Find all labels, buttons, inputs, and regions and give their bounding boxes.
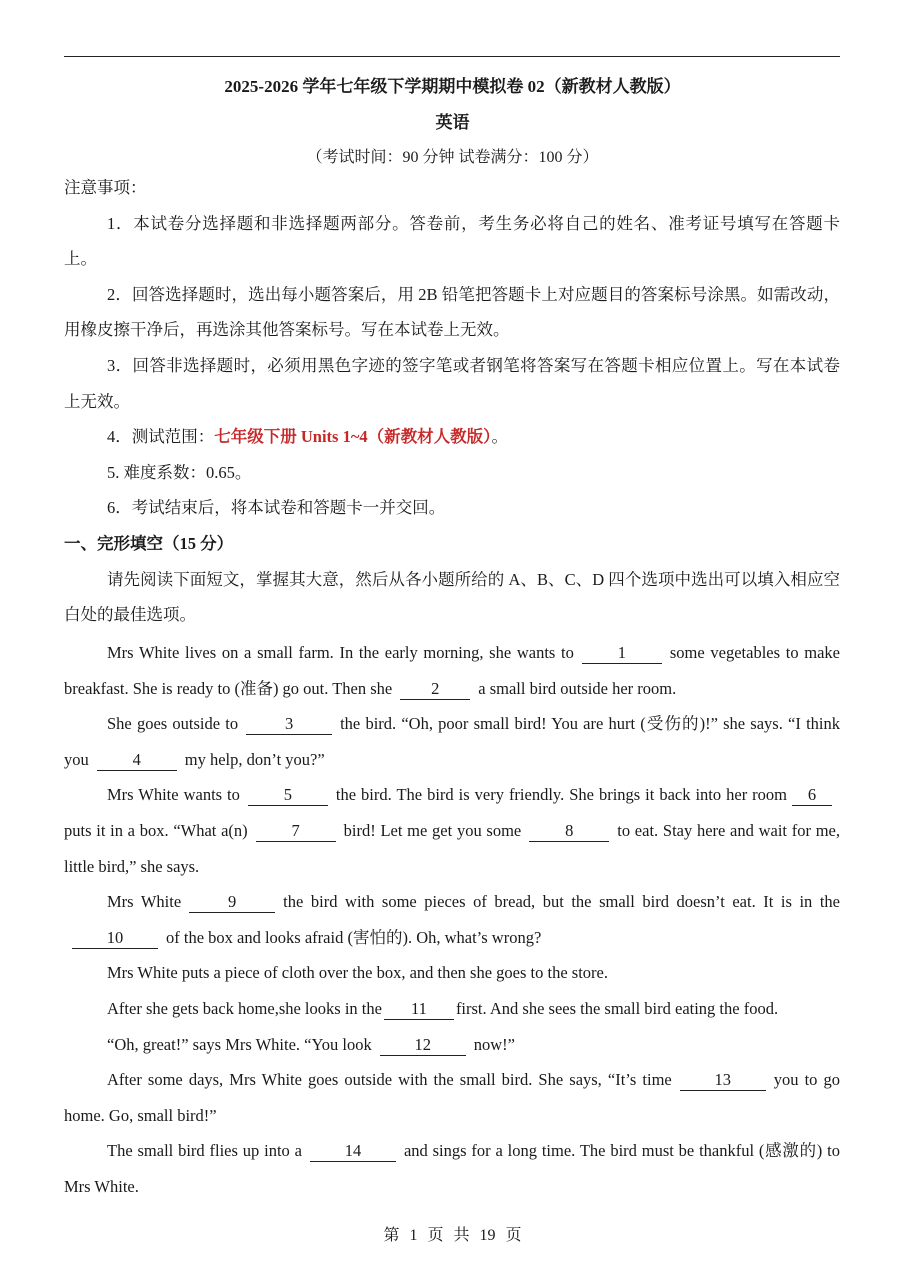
story-paragraph: Mrs White puts a piece of cloth over the box, and then she goes to the store. bbox=[107, 963, 608, 983]
blank-5: 5 bbox=[248, 785, 328, 806]
note-item-4 bbox=[64, 419, 840, 455]
story-text: After she gets back home,she looks in the bbox=[107, 998, 382, 1018]
story-text: “Oh, great!” says Mrs White. “You look bbox=[107, 1034, 372, 1054]
story-text: Mrs White bbox=[107, 892, 182, 912]
note-item-4-suffix: 。 bbox=[491, 427, 508, 447]
exam-time-info: （考试时间：90 分钟 试卷满分：100 分） bbox=[306, 149, 599, 166]
blank-14: 14 bbox=[310, 1141, 396, 1162]
story-paragraph bbox=[64, 991, 840, 1027]
story-text: She goes outside to bbox=[107, 714, 239, 734]
story-text: The small bird flies up into a bbox=[107, 1141, 302, 1161]
blank-9: 9 bbox=[189, 892, 275, 913]
story-text: bird! Let me get you some bbox=[343, 820, 522, 840]
blank-8: 8 bbox=[529, 821, 609, 842]
story-text: After some days, Mrs White goes outside with the small bird. She says, “It’s time bbox=[107, 1070, 672, 1090]
blank-13: 13 bbox=[680, 1070, 766, 1091]
note-item-5: 5. 难度系数：0.65。 bbox=[107, 462, 252, 482]
story-paragraph bbox=[64, 706, 840, 777]
subject-title: 英语 bbox=[435, 113, 470, 132]
story-paragraph bbox=[64, 1133, 840, 1204]
notes-heading: 注意事项： bbox=[64, 178, 147, 197]
blank-3: 3 bbox=[246, 714, 332, 735]
story-text: my help, don’t you?” bbox=[184, 749, 325, 769]
story-text: the bird. “Oh, poor small bird! You are hurt (受伤的)!” she says. “I think you bbox=[64, 714, 840, 769]
blank-4: 4 bbox=[97, 750, 177, 771]
story-text: now!” bbox=[473, 1034, 515, 1054]
page-number: 1 bbox=[409, 1227, 418, 1244]
story-text: puts it in a box. “What a(n) bbox=[64, 820, 248, 840]
blank-12: 12 bbox=[380, 1035, 466, 1056]
total-pages: 19 bbox=[479, 1227, 496, 1244]
footer-text: 共 bbox=[453, 1227, 470, 1244]
blank-10: 10 bbox=[72, 928, 158, 949]
test-scope-highlight: 七年级下册 Units 1~4（新教材人教版） bbox=[214, 427, 492, 447]
cloze-passage bbox=[64, 635, 840, 1205]
story-text: first. And she sees the small bird eating the food. bbox=[455, 998, 779, 1018]
story-paragraph bbox=[64, 1027, 840, 1063]
footer-text: 第 bbox=[383, 1227, 400, 1244]
page-footer bbox=[0, 1222, 905, 1245]
story-text: Mrs White wants to bbox=[107, 785, 240, 805]
footer-text: 页 bbox=[505, 1227, 522, 1244]
note-item-1: 1．本试卷分选择题和非选择题两部分。答卷前，考生务必将自己的姓名、准考证号填写在答题卡上。 bbox=[64, 213, 840, 269]
blank-7: 7 bbox=[256, 821, 336, 842]
blank-1: 1 bbox=[582, 643, 662, 664]
story-text: the bird with some pieces of bread, but the small bird doesn’t eat. It is in the bbox=[283, 892, 840, 912]
note-item-3: 3．回答非选择题时，必须用黑色字迹的签字笔或者钢笔将答案写在答题卡相应位置上。写在本试卷上无效。 bbox=[64, 355, 840, 411]
story-paragraph bbox=[64, 884, 840, 955]
exam-title: 2025-2026 学年七年级下学期期中模拟卷 02（新教材人教版） bbox=[224, 77, 681, 96]
story-text: a small bird outside her room. bbox=[478, 678, 677, 698]
story-paragraph bbox=[64, 1062, 840, 1133]
note-item-6: 6．考试结束后，将本试卷和答题卡一并交回。 bbox=[107, 498, 446, 518]
blank-6: 6 bbox=[792, 785, 832, 806]
section-1-instructions: 请先阅读下面短文，掌握其大意，然后从各小题所给的 A、B、C、D 四个选项中选出可以填入相应空白处的最佳选项。 bbox=[64, 569, 840, 625]
blank-2: 2 bbox=[400, 679, 470, 700]
story-text: to eat. Stay here and wait for me, little bird,” she says. bbox=[64, 820, 840, 876]
footer-text: 页 bbox=[427, 1227, 444, 1244]
story-text: of the box and looks afraid (害怕的). Oh, what’s wrong? bbox=[166, 927, 542, 947]
note-item-4-prefix: 4．测试范围： bbox=[107, 427, 215, 447]
story-paragraph bbox=[64, 777, 840, 884]
story-text: Mrs White lives on a small farm. In the early morning, she wants to bbox=[107, 643, 574, 662]
top-rule bbox=[64, 56, 840, 57]
story-text: you to go home. Go, small bird!” bbox=[64, 1070, 840, 1125]
story-text: the bird. The bird is very friendly. She brings it back into her room bbox=[335, 785, 788, 805]
story-paragraph bbox=[64, 635, 840, 706]
story-text: some vegetables to make breakfast. She is ready to (准备) go out. Then she bbox=[64, 643, 841, 698]
blank-11: 11 bbox=[384, 999, 454, 1020]
section-1-heading: 一、完形填空（15 分） bbox=[64, 533, 234, 553]
notes-section bbox=[64, 170, 840, 633]
note-item-2: 2．回答选择题时，选出每小题答案后，用 2B 铅笔把答题卡上对应题目的答案标号涂黑。如需改动，用橡皮擦干净后，再选涂其他答案标号。写在本试卷上无效。 bbox=[64, 284, 840, 340]
story-text: and sings for a long time. The bird must be thankful (感激的) to Mrs White. bbox=[64, 1141, 840, 1196]
